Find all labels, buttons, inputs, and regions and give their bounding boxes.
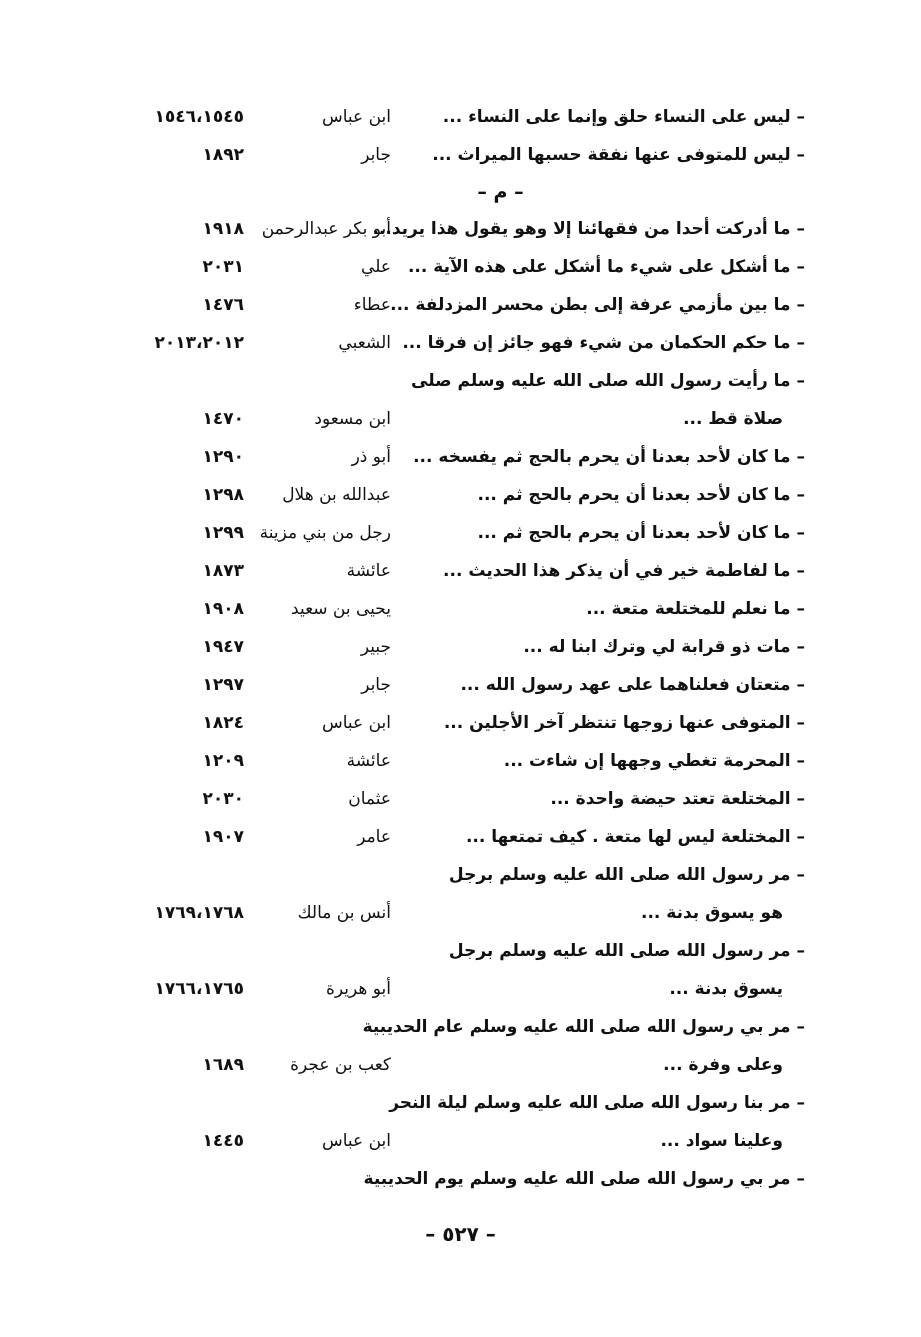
index-entry — [0, 590, 921, 628]
hadith-numbers: ١٤٧٦ — [202, 295, 244, 315]
hadith-numbers: ١٨٧٣ — [202, 561, 244, 581]
index-entry — [0, 286, 921, 324]
hadith-numbers: ١٨٢٤ — [202, 713, 244, 733]
index-entry — [0, 780, 921, 818]
hadith-incipit: – المحرمة تغطي وجهها إن شاءت ... — [503, 751, 805, 771]
hadith-numbers: ١٩٤٧ — [202, 637, 244, 657]
hadith-incipit: – المختلعة ليس لها متعة . كيف تمتعها ... — [465, 827, 805, 847]
hadith-incipit: – ما أشكل على شيء ما أشكل على هذه الآية ... — [407, 257, 805, 277]
narrator-name: ابن عباس — [321, 713, 391, 733]
hadith-incipit: – مر رسول الله صلى الله عليه وسلم برجل — [448, 941, 805, 961]
narrator-name: عامر — [357, 827, 391, 847]
hadith-numbers: ٢٠١٣،٢٠١٢ — [154, 333, 244, 353]
index-entry — [0, 1122, 921, 1160]
hadith-numbers: ١٥٤٦،١٥٤٥ — [154, 107, 244, 127]
hadith-numbers: ١٦٨٩ — [202, 1055, 244, 1075]
index-entry — [0, 98, 921, 136]
index-entry — [0, 1046, 921, 1084]
index-entry — [0, 362, 921, 400]
hadith-incipit: – مات ذو قرابة لي وترك ابنا له ... — [523, 637, 805, 657]
hadith-incipit: – مر رسول الله صلى الله عليه وسلم برجل — [448, 865, 805, 885]
hadith-incipit-continuation: يسوق بدنة ... — [669, 979, 783, 999]
narrator-name: ابن عباس — [321, 107, 391, 127]
hadith-incipit-continuation: هو يسوق بدنة ... — [640, 903, 783, 923]
index-entry — [0, 704, 921, 742]
hadith-incipit: – مر بنا رسول الله صلى الله عليه وسلم ليلة النحر — [389, 1093, 805, 1113]
hadith-numbers: ١٩٠٨ — [202, 599, 244, 619]
hadith-incipit: – ليس على النساء حلق وإنما على النساء ... — [442, 107, 805, 127]
index-entry — [0, 970, 921, 1008]
hadith-incipit: – المختلعة تعتد حيضة واحدة ... — [550, 789, 805, 809]
narrator-name: يحيى بن سعيد — [291, 599, 391, 619]
hadith-incipit: – ما بين مأزمي عرفة إلى بطن محسر المزدلفة ... — [390, 295, 805, 315]
narrator-name: أبو ذر — [351, 447, 391, 467]
hadith-incipit: – متعتان فعلناهما على عهد رسول الله ... — [460, 675, 805, 695]
index-entry — [0, 1084, 921, 1122]
hadith-incipit: – ما كان لأحد بعدنا أن يحرم بالحج ثم ... — [477, 523, 805, 543]
index-entry — [0, 1160, 921, 1198]
index-entry — [0, 210, 921, 248]
hadith-incipit: – ما أدركت أحدا من فقهائنا إلا وهو يقول هذا يريد... — [372, 219, 805, 239]
hadith-incipit: – مر بي رسول الله صلى الله عليه وسلم عام الحديبية — [362, 1017, 805, 1037]
hadith-numbers: ١٩٠٧ — [202, 827, 244, 847]
index-entry — [0, 894, 921, 932]
hadith-incipit: – مر بي رسول الله صلى الله عليه وسلم يوم الحديبية — [363, 1169, 805, 1189]
narrator-name: عطاء — [353, 295, 391, 315]
narrator-name: كعب بن عجرة — [290, 1055, 391, 1075]
hadith-numbers: ١٢٩٧ — [202, 675, 244, 695]
narrator-name: الشعبي — [338, 333, 391, 353]
hadith-incipit: – ليس للمتوفى عنها نفقة حسبها الميراث ... — [432, 145, 805, 165]
index-entry — [0, 514, 921, 552]
hadith-incipit-continuation: وعلى وفرة ... — [663, 1055, 783, 1075]
narrator-name: عبدالله بن هلال — [282, 485, 391, 505]
narrator-name: علي — [361, 257, 391, 277]
index-entry — [0, 932, 921, 970]
narrator-name: جبير — [360, 637, 391, 657]
hadith-incipit-continuation: صلاة قط ... — [683, 409, 783, 429]
hadith-incipit-continuation: وعلينا سواد ... — [660, 1131, 783, 1151]
index-entry — [0, 666, 921, 704]
narrator-name: رجل من بني مزينة — [259, 523, 391, 543]
hadith-numbers: ١٢٩٨ — [202, 485, 244, 505]
index-entry — [0, 400, 921, 438]
index-entry — [0, 856, 921, 894]
section-letter-heading: – م – — [477, 181, 524, 203]
hadith-numbers: ١٤٧٠ — [202, 409, 244, 429]
hadith-numbers: ١٨٩٢ — [202, 145, 244, 165]
narrator-name: ابن عباس — [321, 1131, 391, 1151]
hadith-incipit: – ما كان لأحد بعدنا أن يحرم بالحج ثم ... — [477, 485, 805, 505]
narrator-name: عائشة — [346, 751, 391, 771]
index-entry — [0, 248, 921, 286]
narrator-name: جابر — [361, 145, 391, 165]
hadith-incipit: – المتوفى عنها زوجها تنتظر آخر الأجلين ... — [443, 713, 805, 733]
narrator-name: عثمان — [348, 789, 391, 809]
hadith-numbers: ١٢٩٩ — [202, 523, 244, 543]
narrator-name: عائشة — [346, 561, 391, 581]
narrator-name: ابن مسعود — [314, 409, 391, 429]
index-entry — [0, 818, 921, 856]
index-entry — [0, 438, 921, 476]
hadith-incipit: – ما كان لأحد بعدنا أن يحرم بالحج ثم يفسخه ... — [413, 447, 805, 467]
narrator-name: جابر — [361, 675, 391, 695]
hadith-incipit: – ما لفاطمة خير في أن يذكر هذا الحديث ... — [443, 561, 805, 581]
hadith-numbers: ١٢٠٩ — [202, 751, 244, 771]
hadith-numbers: ١٧٦٦،١٧٦٥ — [154, 979, 244, 999]
hadith-numbers: ١٤٤٥ — [202, 1131, 244, 1151]
index-entry — [0, 136, 921, 174]
hadith-numbers: ١٩١٨ — [202, 219, 244, 239]
index-entry — [0, 552, 921, 590]
narrator-name: أبو هريرة — [325, 979, 391, 999]
page-number: – ٥٢٧ – — [425, 1222, 496, 1246]
hadith-incipit: – ما حكم الحكمان من شيء فهو جائز إن فرقا ... — [402, 333, 805, 353]
index-entry — [0, 476, 921, 514]
hadith-incipit: – ما نعلم للمختلعة متعة ... — [586, 599, 805, 619]
hadith-numbers: ١٢٩٠ — [202, 447, 244, 467]
index-entry — [0, 324, 921, 362]
narrator-name: أبو بكر عبدالرحمن — [261, 219, 391, 239]
hadith-numbers: ١٧٦٩،١٧٦٨ — [154, 903, 244, 923]
index-entry — [0, 1008, 921, 1046]
hadith-numbers: ٢٠٣٠ — [202, 789, 244, 809]
index-entry — [0, 742, 921, 780]
hadith-numbers: ٢٠٣١ — [202, 257, 244, 277]
narrator-name: أنس بن مالك — [297, 903, 391, 923]
hadith-incipit: – ما رأيت رسول الله صلى الله عليه وسلم صلى — [411, 371, 805, 391]
index-entry — [0, 628, 921, 666]
